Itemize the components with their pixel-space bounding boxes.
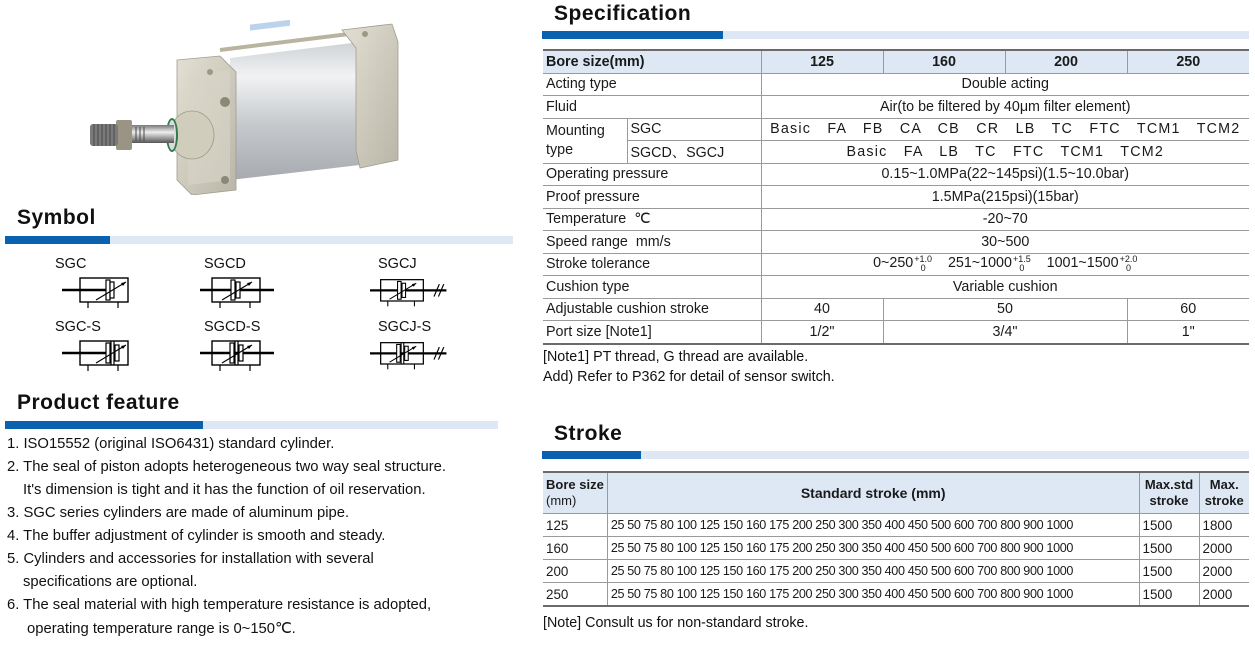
stroke-max-std: 1500 [1139,560,1199,583]
cylinder-symbol-sgc-s-icon [60,339,140,373]
pneumatic-cylinder-illustration [60,20,400,195]
stroke-max-std: 1500 [1139,537,1199,560]
stroke-table [543,471,1249,607]
bore-250-header: 250 [1127,50,1249,73]
bore-160-header: 160 [883,50,1005,73]
fluid-value: Air(to be filtered by 40μm filter element) [761,96,1249,119]
cushion-type-value: Variable cushion [761,276,1249,299]
stroke-bore: 250 [543,583,607,607]
stroke-tolerance-label: Stroke tolerance [543,253,761,276]
stroke-bore-header: Bore size (mm) [543,472,607,514]
stroke-max-std: 1500 [1139,514,1199,537]
feature-item-6: 6. The seal material with high temperature resistance is adopted, [7,597,432,613]
cushion-type-label: Cushion type [543,276,761,299]
cylinder-symbol-sgcj-s-icon [370,339,450,373]
fluid-label: Fluid [543,96,761,119]
port-size-160-200: 3/4" [883,321,1127,344]
bore-200-header: 200 [1005,50,1127,73]
spec-row-stroke-tolerance [543,253,1249,276]
spec-row-adjustable-cushion-stroke [543,298,1249,321]
acting-type-value: Double acting [761,73,1249,96]
feature-item-2-cont: It's dimension is tight and it has the function of oil reservation. [23,482,426,498]
symbol-label-sgcj-s: SGCJ-S [378,319,432,335]
spec-row-proof-pressure [543,186,1249,209]
proof-pressure-label: Proof pressure [543,186,761,209]
feature-item-6-cont: operating temperature range is 0~150℃. [27,621,296,637]
feature-item-5-cont: specifications are optional. [23,574,198,590]
stroke-row [543,537,1249,560]
stroke-standard-list: 25 50 75 80 100 125 150 160 175 200 250 300 350 400 450 500 600 700 800 900 1000 [607,514,1139,537]
stroke-standard-list: 25 50 75 80 100 125 150 160 175 200 250 300 350 400 450 500 600 700 800 900 1000 [607,537,1139,560]
mounting-sgc-value: Basic FA FB CA CB CR LB TC FTC TCM1 TCM2 [761,118,1249,141]
port-size-125: 1/2" [761,321,883,344]
spec-notes [543,347,835,387]
cushion-stroke-125: 40 [761,298,883,321]
stroke-bore: 125 [543,514,607,537]
add-note-text: Add) Refer to P362 for detail of sensor switch. [543,369,835,385]
standard-stroke-header: Standard stroke (mm) [607,472,1139,514]
stroke-max: 2000 [1199,560,1249,583]
spec-row-port-size [543,321,1249,344]
stroke-bore: 160 [543,537,607,560]
proof-pressure-value: 1.5MPa(215psi)(15bar) [761,186,1249,209]
note1-text: [Note1] PT thread, G thread are available. [543,349,809,365]
stroke-note: [Note] Consult us for non-standard stroke. [543,615,809,631]
product-image [60,20,400,195]
symbol-label-sgcj: SGCJ [378,256,417,272]
symbol-label-sgc: SGC [55,256,87,272]
symbol-label-sgcd-s: SGCD-S [204,319,261,335]
product-feature-title: Product feature [17,391,180,414]
cushion-stroke-250: 60 [1127,298,1249,321]
operating-pressure-label: Operating pressure [543,163,761,186]
stroke-max: 2000 [1199,583,1249,607]
temperature-value: -20~70 [761,208,1249,231]
stroke-row [543,560,1249,583]
stroke-row [543,583,1249,607]
tolerance-range-2: 251~1000 [947,255,1012,272]
speed-range-value: 30~500 [761,231,1249,254]
mounting-type-label-line2: type [546,141,574,158]
spec-row-cushion-type [543,276,1249,299]
tolerance-range-3: 1001~1500 [1046,255,1119,272]
tolerance-2: +1.5 0 [1012,254,1031,274]
mounting-type-label-line1: Mounting [546,122,605,139]
port-size-250: 1" [1127,321,1249,344]
speed-range-label: Speed range mm/s [543,231,761,254]
specification-underline [542,31,1249,39]
cylinder-symbol-sgc-icon [60,276,140,310]
mounting-sgc-label: SGC [627,118,761,141]
mounting-type-label [543,118,627,163]
temperature-label: Temperature ℃ [543,208,761,231]
cylinder-symbol-sgcd-icon [200,276,280,310]
product-feature-list [7,433,537,642]
spec-header-row [543,50,1249,73]
tolerance-3: +2.0 0 [1119,254,1138,274]
specification-title: Specification [554,2,692,25]
spec-row-operating-pressure [543,163,1249,186]
stroke-max-std: 1500 [1139,583,1199,607]
tolerance-1: +1.0 0 [914,254,933,274]
spec-row-mounting-sgcd [543,141,1249,164]
symbol-section-title: Symbol [17,206,96,229]
spec-row-speed-range [543,231,1249,254]
mounting-sgcd-value: Basic FA LB TC FTC TCM1 TCM2 [761,141,1249,164]
cylinder-symbol-sgcd-s-icon [200,339,280,373]
tolerance-range-1: 0~250 [873,255,914,272]
operating-pressure-value: 0.15~1.0MPa(22~145psi)(1.5~10.0bar) [761,163,1249,186]
spec-row-acting-type [543,73,1249,96]
feature-item-2: 2. The seal of piston adopts heterogeneous two way seal structure. [7,459,446,475]
spec-row-mounting-sgc [543,118,1249,141]
stroke-bore: 200 [543,560,607,583]
stroke-title-underline [542,451,1249,459]
adjustable-cushion-stroke-label: Adjustable cushion stroke [543,298,761,321]
max-std-stroke-header: Max.std stroke [1139,472,1199,514]
max-stroke-header: Max. stroke [1199,472,1249,514]
bore-125-header: 125 [761,50,883,73]
feature-item-5: 5. Cylinders and accessories for installation with several [7,551,374,567]
stroke-section-title: Stroke [554,422,623,445]
cushion-stroke-160-200: 50 [883,298,1127,321]
mounting-sgcd-label: SGCD、SGCJ [627,141,761,164]
feature-item-4: 4. The buffer adjustment of cylinder is smooth and steady. [7,528,386,544]
feature-item-1: 1. ISO15552 (original ISO6431) standard cylinder. [7,436,335,452]
stroke-max: 2000 [1199,537,1249,560]
acting-type-label: Acting type [543,73,761,96]
stroke-standard-list: 25 50 75 80 100 125 150 160 175 200 250 300 350 400 450 500 600 700 800 900 1000 [607,560,1139,583]
stroke-row [543,514,1249,537]
port-size-label: Port size [Note1] [543,321,761,344]
spec-row-fluid [543,96,1249,119]
feature-item-3: 3. SGC series cylinders are made of aluminum pipe. [7,505,350,521]
specification-table [543,49,1249,345]
product-feature-underline [5,421,498,429]
bore-size-header: Bore size(mm) [543,50,761,73]
symbol-label-sgcd: SGCD [204,256,246,272]
stroke-max: 1800 [1199,514,1249,537]
symbol-label-sgc-s: SGC-S [55,319,101,335]
spec-row-temperature [543,208,1249,231]
symbol-title-underline [5,236,513,244]
stroke-standard-list: 25 50 75 80 100 125 150 160 175 200 250 300 350 400 450 500 600 700 800 900 1000 [607,583,1139,607]
stroke-tolerance-value [761,253,1249,276]
cylinder-symbol-sgcj-icon [370,276,450,310]
stroke-header-row [543,472,1249,514]
